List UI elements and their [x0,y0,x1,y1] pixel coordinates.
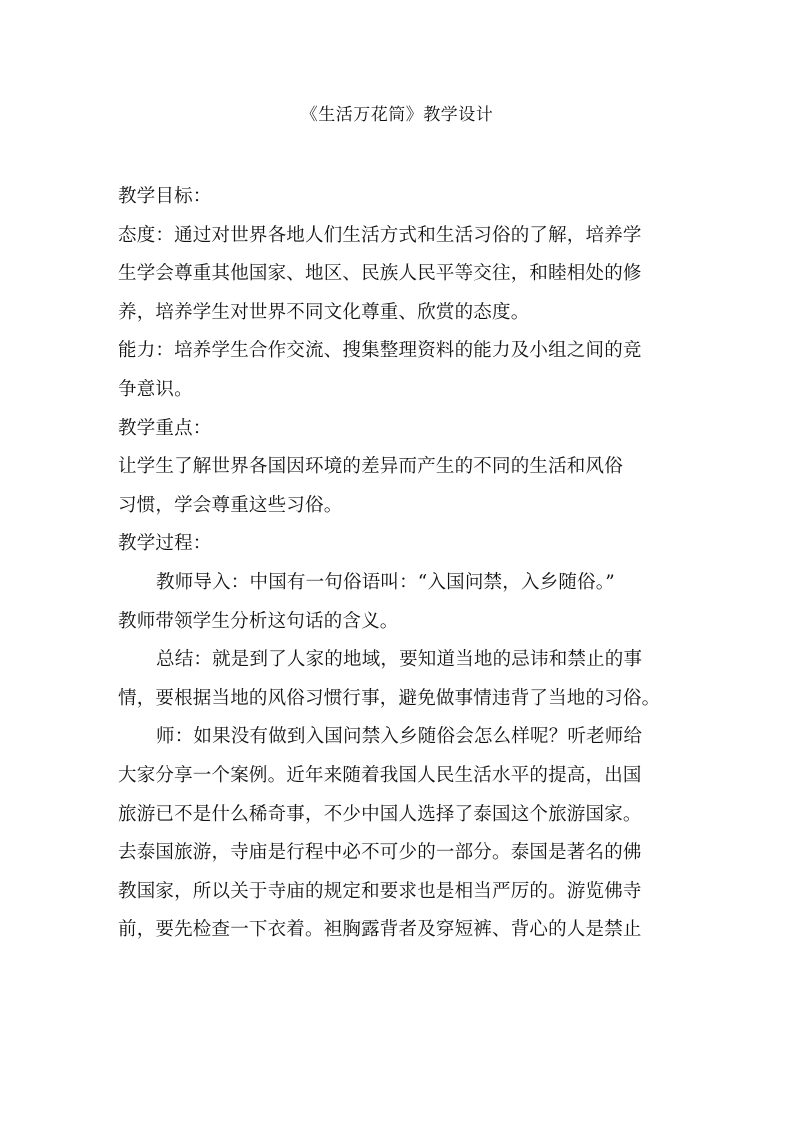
text-line: 教学过程： [118,533,212,555]
text-line: 大家分享一个案例。近年来随着我国人民生活水平的提高，出国 [118,764,642,786]
text-line: 争意识。 [118,378,193,400]
text-line: 师：如果没有做到入国问禁入乡随俗会怎么样呢？听老师给 [156,726,643,748]
document-title: 《生活万花筒》教学设计 [300,105,494,125]
text-line: 教国家，所以关于寺庙的规定和要求也是相当严厉的。游览佛寺 [118,880,642,902]
text-line: 教学目标： [118,186,212,207]
text-line: 总结：就是到了人家的地域，要知道当地的忌讳和禁止的事 [156,649,643,671]
text-line: 教师带领学生分析这句话的含义。 [118,610,399,632]
text-line: 教学重点： [118,417,212,439]
text-line: 旅游已不是什么稀奇事，不少中国人选择了泰国这个旅游国家。 [118,803,642,825]
text-line: 去泰国旅游，寺庙是行程中必不可少的一部分。泰国是著名的佛 [118,842,642,864]
text-line: 教师导入：中国有一句俗语叫：“入国问禁，入乡随俗。” [156,571,615,593]
text-line: 前，要先检查一下衣着。袒胸露背者及穿短裤、背心的人是禁止 [118,919,642,941]
text-line: 让学生了解世界各国因环境的差异而产生的不同的生活和风俗 [118,456,623,478]
text-line: 态度：通过对世界各地人们生活方式和生活习俗的了解，培养学 [118,224,642,246]
text-line: 习惯，学会尊重这些习俗。 [118,494,343,516]
document-body [118,178,676,950]
text-line: 能力：培养学生合作交流、搜集整理资料的能力及小组之间的竞 [118,340,642,362]
text-line: 养，培养学生对世界不同文化尊重、欣赏的态度。 [118,301,530,323]
text-line: 生学会尊重其他国家、地区、民族人民平等交往，和睦相处的修 [118,263,642,285]
text-line: 情，要根据当地的风俗习惯行事，避免做事情违背了当地的习俗。 [118,687,661,709]
